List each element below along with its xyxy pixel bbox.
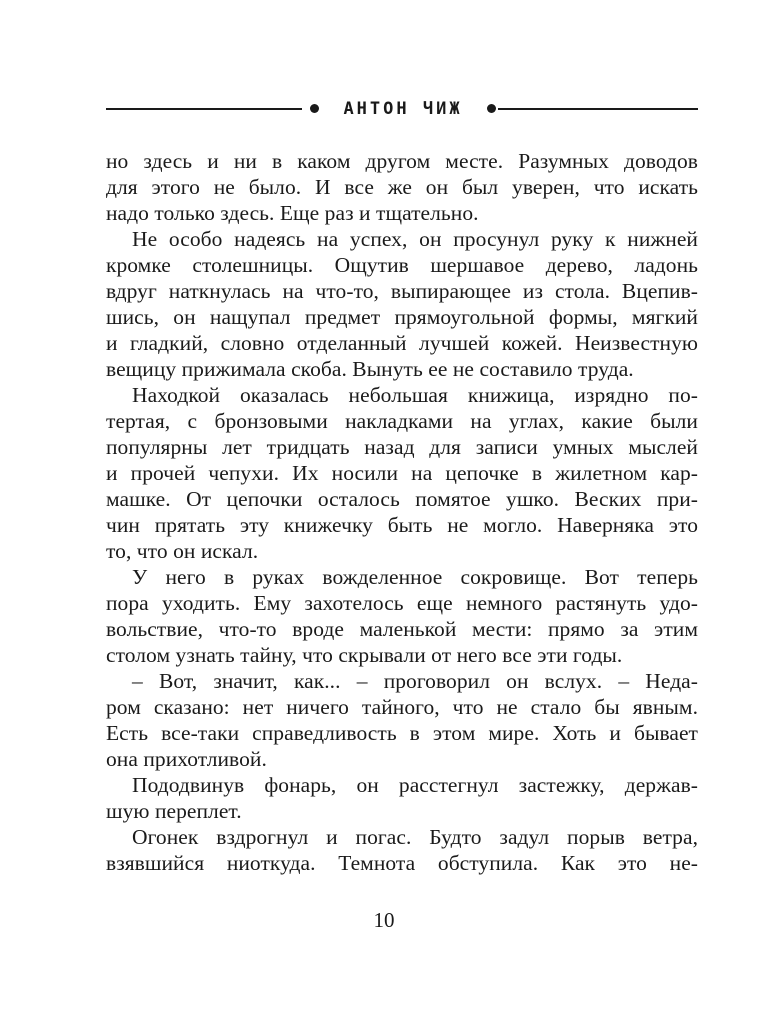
- body-text: [106, 148, 698, 876]
- text-line: Есть все-таки справедливость в этом мире. Хоть и бывает: [106, 721, 698, 745]
- header-bullet-left: [310, 104, 319, 113]
- text-line: ром сказано: нет ничего тайного, что не стало бы явным.: [106, 695, 698, 719]
- text-line: для этого не было. И все же он был уверен, что искать: [106, 175, 698, 199]
- text-line: Находкой оказалась небольшая книжица, изрядно по-: [132, 383, 698, 407]
- text-line: и прочей чепухи. Их носили на цепочке в жилетном кар-: [106, 461, 698, 485]
- text-line: и гладкий, словно отделанный лучшей кожей. Неизвестную: [106, 331, 698, 355]
- text-line: У него в руках вожделенное сокровище. Вот теперь: [132, 565, 698, 589]
- text-line: популярны лет тридцать назад для записи умных мыслей: [106, 435, 698, 459]
- text-line: машке. От цепочки осталось помятое ушко. Веских при-: [106, 487, 698, 511]
- running-title-author: АНТОН ЧИЖ: [343, 99, 463, 119]
- text-line: чин прятать эту книжечку быть не могло. Наверняка это: [106, 513, 698, 537]
- text-line: но здесь и ни в каком другом месте. Разумных доводов: [106, 149, 698, 173]
- text-line: вещицу прижимала скоба. Вынуть ее не составило труда.: [106, 357, 634, 381]
- text-line: – Вот, значит, как... – проговорил он вслух. – Неда-: [132, 669, 698, 693]
- text-line: вольствие, что-то вроде маленькой мести: прямо за этим: [106, 617, 698, 641]
- text-line: надо только здесь. Еще раз и тщательно.: [106, 201, 479, 225]
- page-number: 10: [373, 908, 395, 932]
- text-line: кромке столешницы. Ощутив шершавое дерево, ладонь: [106, 253, 698, 277]
- text-line: пора уходить. Ему захотелось еще немного растянуть удо-: [106, 591, 698, 615]
- text-line: Огонек вздрогнул и погас. Будто задул порыв ветра,: [132, 825, 698, 849]
- text-line: шую переплет.: [106, 799, 242, 823]
- header-bullet-right: [487, 104, 496, 113]
- running-header: [106, 96, 698, 122]
- header-rule-left: [106, 108, 302, 110]
- text-line: столом узнать тайну, что скрывали от него все эти годы.: [106, 643, 623, 667]
- text-line: взявшийся ниоткуда. Темнота обступила. Как это не-: [106, 851, 698, 875]
- text-line: Не особо надеясь на успех, он просунул руку к нижней: [132, 227, 698, 251]
- text-line: то, что он искал.: [106, 539, 259, 563]
- text-line: тертая, с бронзовыми накладками на углах, какие были: [106, 409, 698, 433]
- text-line: Пододвинув фонарь, он расстегнул застежку, держав-: [132, 773, 698, 797]
- header-rule-right: [498, 108, 698, 110]
- text-line: вдруг наткнулась на что-то, выпирающее из стола. Вцепив-: [106, 279, 698, 303]
- text-line: она прихотливой.: [106, 747, 267, 771]
- text-line: шись, он нащупал предмет прямоугольной формы, мягкий: [106, 305, 698, 329]
